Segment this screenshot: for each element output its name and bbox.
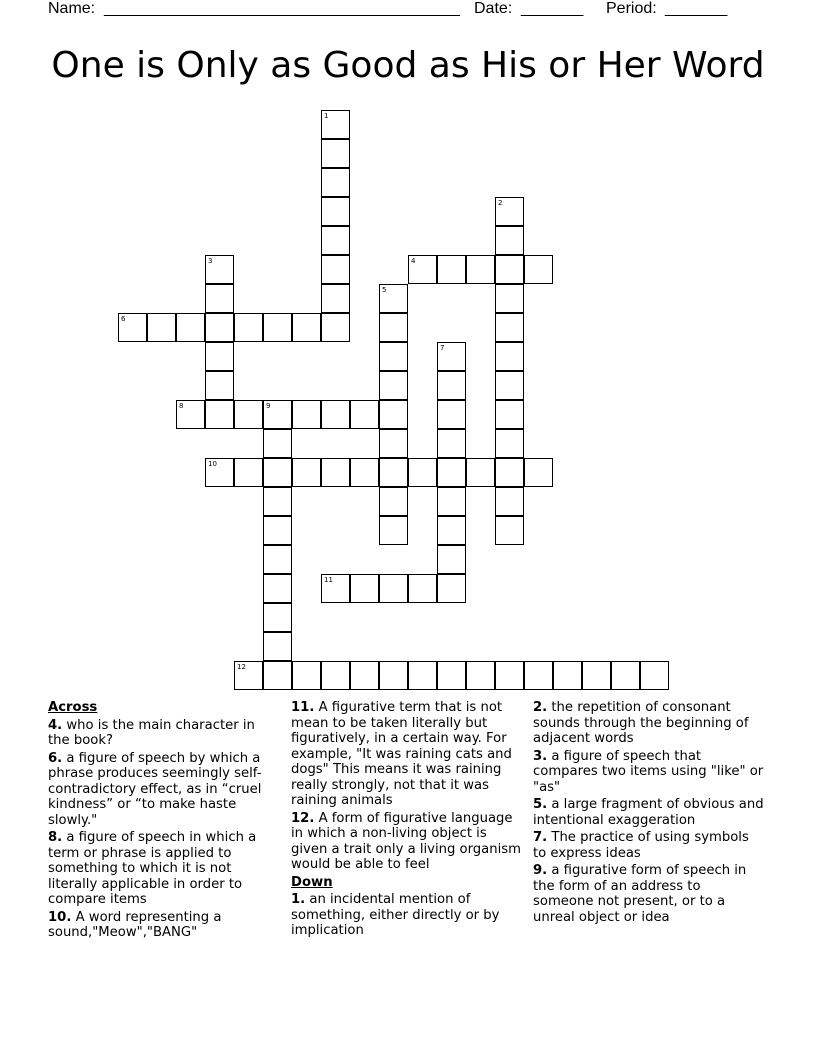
crossword-cell[interactable] — [379, 342, 408, 371]
crossword-cell[interactable] — [495, 429, 524, 458]
clue-number: 2 — [498, 199, 503, 207]
period-line[interactable]: _______ — [665, 0, 728, 17]
clue-number: 7 — [440, 344, 445, 352]
crossword-cell[interactable] — [495, 661, 524, 690]
crossword-cell[interactable] — [205, 284, 234, 313]
crossword-cell[interactable] — [524, 458, 553, 487]
crossword-cell[interactable] — [437, 429, 466, 458]
across-heading: Across — [48, 700, 98, 715]
date-label: Date: — [474, 0, 513, 17]
crossword-cell[interactable] — [321, 110, 350, 139]
crossword-cell[interactable] — [379, 313, 408, 342]
crossword-cell[interactable] — [437, 371, 466, 400]
crossword-cell[interactable] — [321, 139, 350, 168]
clues-column-2 — [291, 700, 523, 941]
period-label: Period: — [606, 0, 657, 17]
across-clue: 10. A word representing a sound,"Meow","BANG" — [48, 909, 222, 940]
crossword-cell[interactable] — [292, 661, 321, 690]
crossword-cell[interactable] — [495, 400, 524, 429]
crossword-cell[interactable] — [263, 458, 292, 487]
crossword-cell[interactable] — [495, 458, 524, 487]
crossword-cell[interactable] — [495, 342, 524, 371]
crossword-cell[interactable] — [263, 313, 292, 342]
crossword-cell[interactable] — [234, 313, 263, 342]
crossword-cell[interactable] — [234, 661, 263, 690]
crossword-cell[interactable] — [350, 400, 379, 429]
crossword-cell[interactable] — [234, 400, 263, 429]
crossword-cell[interactable] — [379, 516, 408, 545]
down-clue: 5. a large fragment of obvious and intentional exaggeration — [533, 797, 764, 828]
crossword-cell[interactable] — [495, 313, 524, 342]
crossword-cell[interactable] — [205, 255, 234, 284]
crossword-cell[interactable] — [379, 661, 408, 690]
crossword-cell[interactable] — [321, 284, 350, 313]
crossword-cell[interactable] — [118, 313, 147, 342]
crossword-cell[interactable] — [321, 226, 350, 255]
crossword-cell[interactable] — [379, 400, 408, 429]
across-clue: 8. a figure of speech in which a term or phrase is applied to something to which it is not literally applicable in order to compare items — [48, 830, 257, 907]
crossword-cell[interactable] — [321, 458, 350, 487]
crossword-cell[interactable] — [437, 400, 466, 429]
crossword-cell[interactable] — [437, 255, 466, 284]
crossword-cell[interactable] — [379, 284, 408, 313]
crossword-cell[interactable] — [205, 458, 234, 487]
crossword-cell[interactable] — [524, 661, 553, 690]
across-clue: 11. A figurative term that is not mean to be taken literally but figuratively, in a certain way. For example, "It was raining cats and dogs" This means it was raining really strongly, not that it was raining animals — [291, 700, 512, 808]
crossword-cell[interactable] — [437, 574, 466, 603]
clues-column-1 — [48, 700, 270, 943]
crossword-cell[interactable] — [292, 313, 321, 342]
crossword-cell[interactable] — [437, 342, 466, 371]
crossword-cell[interactable] — [263, 603, 292, 632]
crossword-cell[interactable] — [495, 516, 524, 545]
crossword-cell[interactable] — [205, 400, 234, 429]
crossword-cell[interactable] — [205, 313, 234, 342]
crossword-cell[interactable] — [524, 255, 553, 284]
crossword-cell[interactable] — [263, 400, 292, 429]
clue-number: 6 — [121, 315, 126, 323]
crossword-cell[interactable] — [263, 429, 292, 458]
clue-number: 4 — [411, 257, 416, 265]
crossword-cell[interactable] — [321, 574, 350, 603]
crossword-cell[interactable] — [176, 400, 205, 429]
crossword-cell[interactable] — [292, 400, 321, 429]
crossword-cell[interactable] — [147, 313, 176, 342]
crossword-cell[interactable] — [176, 313, 205, 342]
crossword-cell[interactable] — [321, 400, 350, 429]
down-clue: 9. a figurative form of speech in the form of an address to someone not present, or to a unreal object or idea — [533, 863, 747, 925]
down-heading: Down — [291, 874, 333, 890]
down-clue: 7. The practice of using symbols to express ideas — [533, 830, 749, 861]
crossword-cell[interactable] — [321, 197, 350, 226]
crossword-cell[interactable] — [234, 458, 263, 487]
crossword-cell[interactable] — [263, 574, 292, 603]
date-line[interactable]: _______ — [521, 0, 584, 17]
crossword-cell[interactable] — [350, 574, 379, 603]
crossword-cell[interactable] — [408, 255, 437, 284]
crossword-cell[interactable] — [611, 661, 640, 690]
page-title: One is Only as Good as His or Her Word — [51, 45, 765, 86]
across-clue: 6. a figure of speech by which a phrase produces seemingly self-contradictory effect, as in “cruel kindness” or “to make haste slowly." — [48, 750, 262, 828]
down-clue: 2. the repetition of consonant sounds through the beginning of adjacent words — [533, 700, 749, 746]
clue-number: 1 — [324, 112, 329, 120]
crossword-cell[interactable] — [466, 255, 495, 284]
name-label: Name: — [48, 0, 96, 17]
crossword-cell[interactable] — [437, 516, 466, 545]
clue-number: 8 — [179, 402, 184, 410]
crossword-cell[interactable] — [205, 342, 234, 371]
crossword-cell[interactable] — [437, 545, 466, 574]
crossword-cell[interactable] — [466, 661, 495, 690]
crossword-cell[interactable] — [379, 458, 408, 487]
crossword-cell[interactable] — [321, 255, 350, 284]
crossword-cell[interactable] — [292, 458, 321, 487]
crossword-cell[interactable] — [321, 313, 350, 342]
crossword-cell[interactable] — [350, 458, 379, 487]
clue-number: 12 — [237, 663, 246, 671]
clue-number: 9 — [266, 402, 271, 410]
crossword-cell[interactable] — [553, 661, 582, 690]
crossword-cell[interactable] — [437, 458, 466, 487]
name-line[interactable]: ________________________________________ — [104, 0, 460, 17]
crossword-cell[interactable] — [437, 661, 466, 690]
crossword-cell[interactable] — [582, 661, 611, 690]
clue-number: 11 — [324, 576, 333, 584]
crossword-cell[interactable] — [495, 284, 524, 313]
crossword-cell[interactable] — [321, 661, 350, 690]
clue-number: 3 — [208, 257, 213, 265]
crossword-cell[interactable] — [640, 661, 669, 690]
crossword-cell[interactable] — [350, 661, 379, 690]
crossword-cell[interactable] — [379, 371, 408, 400]
clues-column-3 — [533, 700, 765, 927]
crossword-cell[interactable] — [263, 545, 292, 574]
crossword-cell[interactable] — [495, 371, 524, 400]
crossword-cell[interactable] — [408, 574, 437, 603]
crossword-cell[interactable] — [408, 661, 437, 690]
down-clue: 3. a figure of speech that compares two items using "like" or "as" — [533, 748, 764, 795]
crossword-cell[interactable] — [466, 458, 495, 487]
down-clue: 1. an incidental mention of something, either directly or by implication — [291, 892, 500, 938]
crossword-cell[interactable] — [408, 458, 437, 487]
crossword-cell[interactable] — [495, 226, 524, 255]
crossword-cell[interactable] — [263, 516, 292, 545]
crossword-cell[interactable] — [379, 487, 408, 516]
crossword-cell[interactable] — [495, 197, 524, 226]
crossword-cell[interactable] — [495, 255, 524, 284]
crossword-cell[interactable] — [263, 661, 292, 690]
clue-number: 10 — [208, 460, 217, 468]
crossword-cell[interactable] — [495, 487, 524, 516]
crossword-cell[interactable] — [205, 371, 234, 400]
crossword-cell[interactable] — [263, 632, 292, 661]
crossword-cell[interactable] — [379, 429, 408, 458]
crossword-cell[interactable] — [263, 487, 292, 516]
crossword-cell[interactable] — [437, 487, 466, 516]
across-clue: 12. A form of figurative language in which a non-living object is given a trait only a living organism would be able to feel — [291, 810, 522, 872]
clue-number: 5 — [382, 286, 387, 294]
crossword-cell[interactable] — [379, 574, 408, 603]
across-clue: 4. who is the main character in the book? — [48, 717, 255, 748]
crossword-cell[interactable] — [321, 168, 350, 197]
